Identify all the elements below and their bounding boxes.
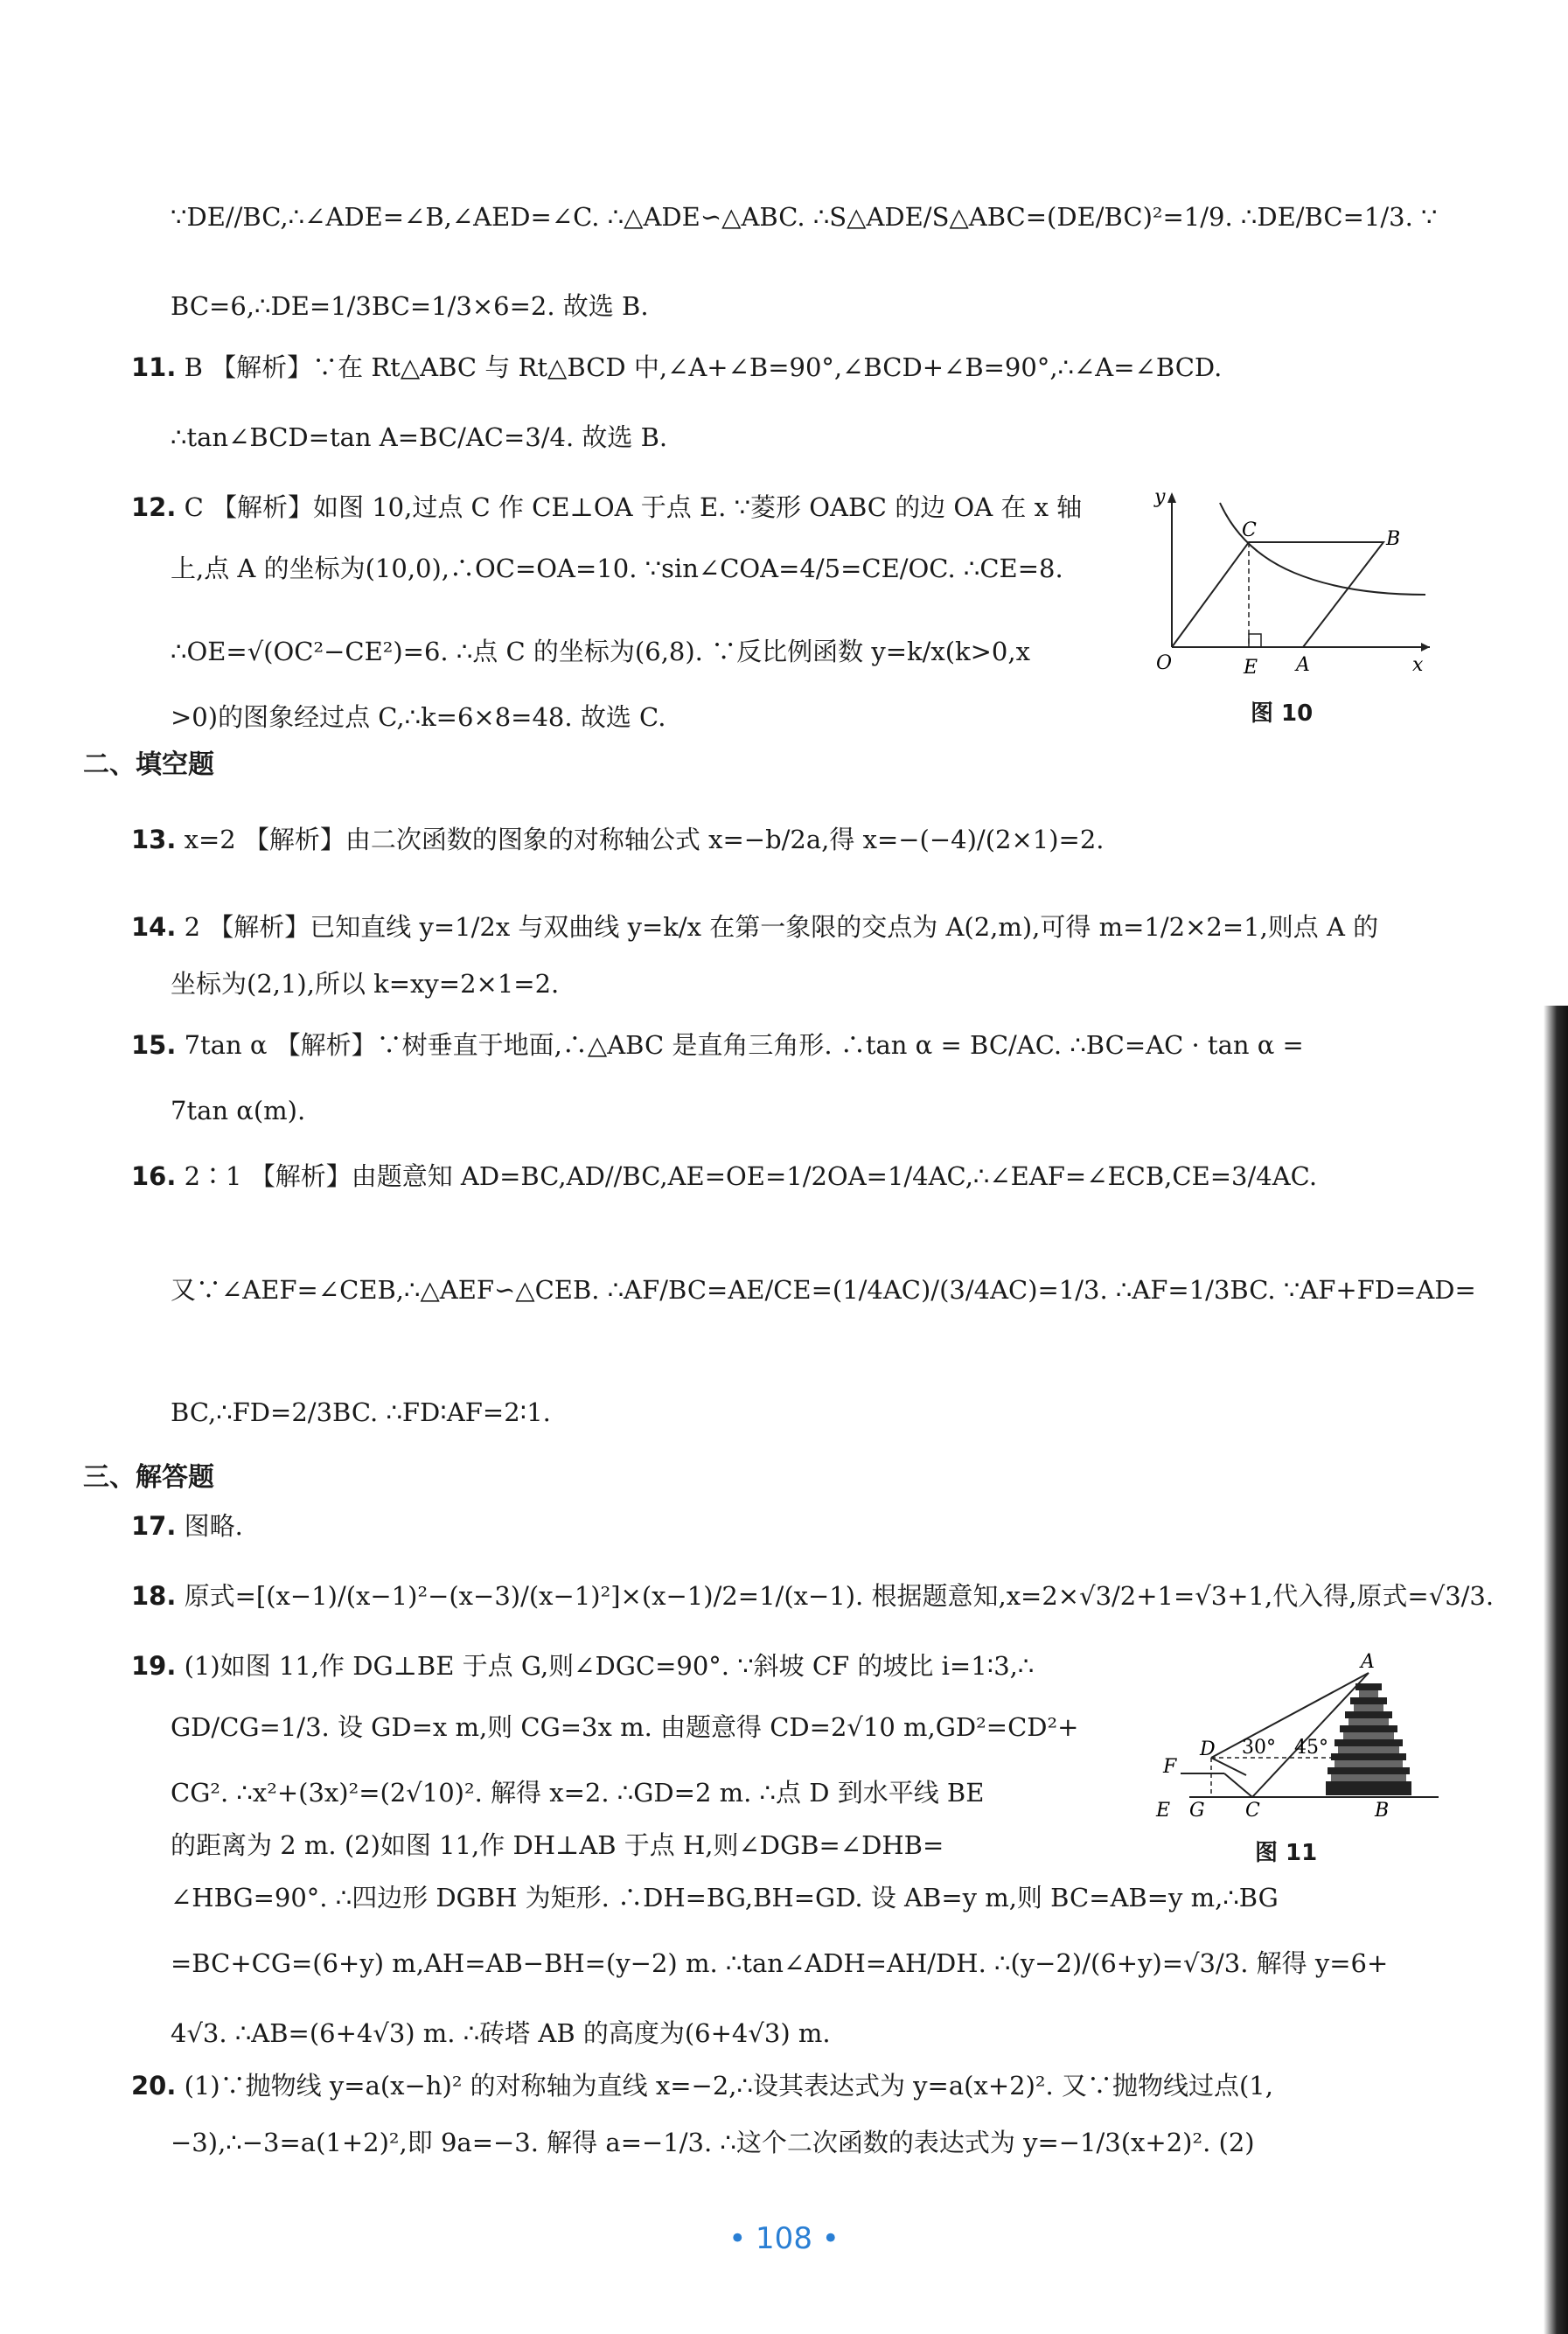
text-line bbox=[131, 1508, 1399, 1543]
line-text: B 【解析】∵在 Rt△ABC 与 Rt△BCD 中,∠A+∠B=90°,∠BCD+∠B=90°,∴∠A=∠BCD. bbox=[184, 352, 1223, 382]
question-number: 19. bbox=[131, 1651, 177, 1681]
line-text: ∴OE=√(OC²−CE²)=6. ∴点 C 的坐标为(6,8). ∵反比例函数 y=k/x(k>0,x bbox=[171, 637, 1030, 666]
fig11-angle-45: 45° bbox=[1294, 1737, 1328, 1759]
text-line bbox=[171, 420, 1439, 455]
text-line bbox=[171, 1775, 1141, 1810]
text-line bbox=[171, 1710, 1141, 1745]
fig11-label-b: B bbox=[1375, 1800, 1390, 1822]
text-line bbox=[131, 1159, 1399, 1194]
figure-10-diagram bbox=[1146, 485, 1434, 695]
line-text: 坐标为(2,1),所以 k=xy=2×1=2. bbox=[171, 969, 560, 999]
text-line bbox=[171, 1272, 1476, 1307]
line-text: GD/CG=1/3. 设 GD=x m,则 CG=3x m. 由题意得 CD=2√10 m,GD²=CD²+ bbox=[171, 1712, 1079, 1742]
text-line bbox=[131, 822, 1399, 857]
text-line bbox=[131, 1648, 1102, 1683]
text-line bbox=[131, 2068, 1399, 2103]
question-number: 20. bbox=[131, 2071, 177, 2101]
text-line bbox=[131, 350, 1399, 385]
fig11-label-a: A bbox=[1361, 1651, 1375, 1673]
figure-11 bbox=[1146, 1648, 1443, 1823]
line-text: 2 【解析】已知直线 y=1/2x 与双曲线 y=k/x 在第一象限的交点为 A(2,m),可得 m=1/2×2=1,则点 A 的 bbox=[184, 912, 1379, 942]
fig10-label-x: x bbox=[1412, 654, 1424, 676]
fig11-label-f: F bbox=[1163, 1756, 1177, 1778]
figure-11-diagram bbox=[1146, 1648, 1443, 1823]
figure-10-caption: 图 10 bbox=[1251, 700, 1314, 727]
fig11-label-e: E bbox=[1156, 1800, 1171, 1822]
text-line bbox=[171, 700, 1141, 735]
line-text: 原式=[(x−1)/(x−1)²−(x−3)/(x−1)²]×(x−1)/2=1/(x−1). 根据题意知,x=2×√3/2+1=√3+1,代入得,原式=√3/3. bbox=[184, 1581, 1495, 1611]
line-text: x=2 【解析】由二次函数的图象的对称轴公式 x=−b/2a,得 x=−(−4)/(2×1)=2. bbox=[184, 825, 1105, 854]
text-line bbox=[171, 634, 1141, 669]
fig11-label-c: C bbox=[1245, 1800, 1260, 1822]
question-number: 12. bbox=[131, 492, 177, 522]
text-line bbox=[131, 490, 1102, 525]
fig10-label-o: O bbox=[1156, 652, 1173, 674]
line-text: (1)∵抛物线 y=a(x−h)² 的对称轴为直线 x=−2,∴设其表达式为 y=a(x+2)². 又∵抛物线过点(1, bbox=[184, 2071, 1273, 2101]
line-text: CG². ∴x²+(3x)²=(2√10)². 解得 x=2. ∴GD=2 m. ∴点 D 到水平线 BE bbox=[171, 1778, 985, 1808]
fig10-label-c: C bbox=[1242, 519, 1257, 541]
fig10-label-a: A bbox=[1296, 654, 1310, 676]
fig11-angle-30: 30° bbox=[1242, 1737, 1276, 1759]
text-line bbox=[131, 1028, 1399, 1062]
question-number: 11. bbox=[131, 352, 177, 382]
section-heading: 三、解答题 bbox=[83, 1462, 214, 1493]
question-number: 16. bbox=[131, 1161, 177, 1191]
text-line bbox=[171, 1093, 1439, 1128]
text-line bbox=[171, 199, 1439, 234]
line-text: ∵DE//BC,∴∠ADE=∠B,∠AED=∠C. ∴△ADE∽△ABC. ∴S△ADE/S△ABC=(DE/BC)²=1/9. ∴DE/BC=1/3. ∵ bbox=[171, 202, 1438, 232]
page-number: • 108 • bbox=[728, 2221, 840, 2256]
question-number: 17. bbox=[131, 1511, 177, 1541]
line-text: BC,∴FD=2/3BC. ∴FD∶AF=2∶1. bbox=[171, 1397, 551, 1427]
scan-edge-shadow bbox=[1544, 1006, 1568, 2334]
text-line bbox=[171, 289, 1439, 324]
question-number: 13. bbox=[131, 825, 177, 854]
line-text: =BC+CG=(6+y) m,AH=AB−BH=(y−2) m. ∴tan∠ADH=AH/DH. ∴(y−2)/(6+y)=√3/3. 解得 y=6+ bbox=[171, 1948, 1389, 1978]
line-text: (1)如图 11,作 DG⊥BE 于点 G,则∠DGC=90°. ∵斜坡 CF 的坡比 i=1∶3,∴ bbox=[184, 1651, 1035, 1681]
line-text: 上,点 A 的坐标为(10,0),∴OC=OA=10. ∵sin∠COA=4/5=CE/OC. ∴CE=8. bbox=[171, 554, 1063, 583]
fig11-label-g: G bbox=[1189, 1800, 1205, 1822]
text-line bbox=[171, 966, 1439, 1001]
fig10-label-b: B bbox=[1386, 528, 1401, 550]
question-number: 15. bbox=[131, 1030, 177, 1060]
text-line bbox=[171, 2016, 1439, 2051]
text-line bbox=[171, 1946, 1439, 1981]
fig10-label-y: y bbox=[1154, 486, 1166, 508]
line-text: 7tan α 【解析】∵树垂直于地面,∴△ABC 是直角三角形. ∴tan α = BC/AC. ∴BC=AC · tan α = bbox=[184, 1030, 1304, 1060]
line-text: ∴tan∠BCD=tan A=BC/AC=3/4. 故选 B. bbox=[171, 422, 668, 452]
text-line bbox=[171, 551, 1141, 586]
text-line bbox=[171, 1395, 1439, 1430]
line-text: 7tan α(m). bbox=[171, 1096, 306, 1125]
line-text: C 【解析】如图 10,过点 C 作 CE⊥OA 于点 E. ∵菱形 OABC 的边 OA 在 x 轴 bbox=[184, 492, 1083, 522]
figure-10 bbox=[1146, 485, 1434, 695]
line-text: 的距离为 2 m. (2)如图 11,作 DH⊥AB 于点 H,则∠DGB=∠DHB= bbox=[171, 1830, 944, 1860]
text-line bbox=[171, 1828, 1141, 1863]
line-text: 2∶1 【解析】由题意知 AD=BC,AD//BC,AE=OE=1/2OA=1/4AC,∴∠EAF=∠ECB,CE=3/4AC. bbox=[184, 1161, 1318, 1191]
fig11-label-d: D bbox=[1200, 1738, 1216, 1760]
line-text: −3),∴−3=a(1+2)²,即 9a=−3. 解得 a=−1/3. ∴这个二次函数的表达式为 y=−1/3(x+2)². (2) bbox=[171, 2128, 1255, 2157]
line-text: ∠HBG=90°. ∴四边形 DGBH 为矩形. ∴DH=BG,BH=GD. 设 AB=y m,则 BC=AB=y m,∴BG bbox=[171, 1883, 1279, 1912]
text-line bbox=[171, 1880, 1439, 1915]
section-heading: 二、填空题 bbox=[83, 749, 214, 780]
text-line bbox=[171, 2125, 1439, 2160]
text-line bbox=[131, 1578, 1495, 1613]
text-line bbox=[131, 909, 1399, 944]
fig10-label-e: E bbox=[1244, 657, 1258, 679]
line-text: >0)的图象经过点 C,∴k=6×8=48. 故选 C. bbox=[171, 702, 666, 732]
line-text: 图略. bbox=[184, 1511, 243, 1541]
line-text: BC=6,∴DE=1/3BC=1/3×6=2. 故选 B. bbox=[171, 291, 649, 321]
question-number: 18. bbox=[131, 1581, 177, 1611]
line-text: 4√3. ∴AB=(6+4√3) m. ∴砖塔 AB 的高度为(6+4√3) m. bbox=[171, 2018, 831, 2048]
line-text: 又∵∠AEF=∠CEB,∴△AEF∽△CEB. ∴AF/BC=AE/CE=(1/4AC)/(3/4AC)=1/3. ∴AF=1/3BC. ∵AF+FD=AD= bbox=[171, 1275, 1476, 1305]
figure-11-caption: 图 11 bbox=[1255, 1840, 1318, 1866]
question-number: 14. bbox=[131, 912, 177, 942]
